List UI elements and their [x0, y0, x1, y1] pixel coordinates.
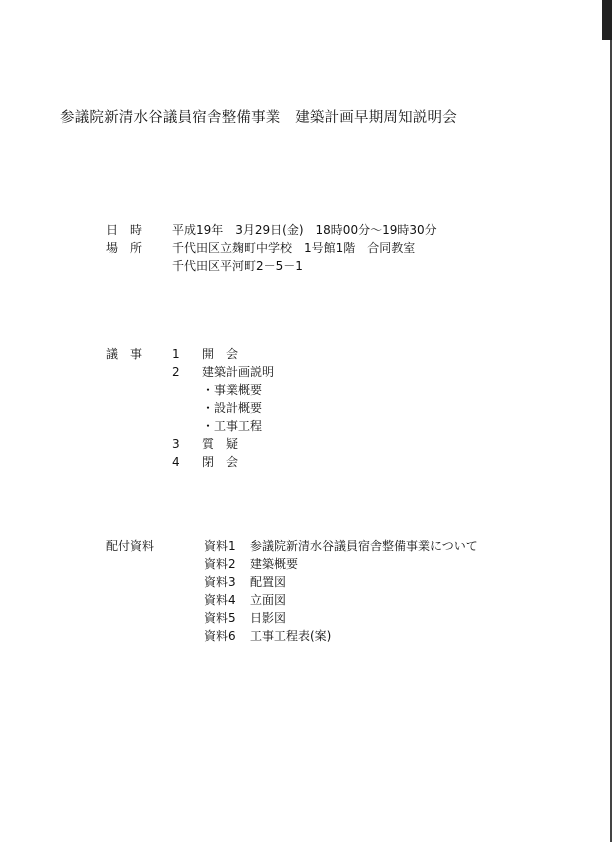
material-id: 資料2	[204, 557, 236, 571]
material-title: 工事工程表(案)	[250, 629, 332, 643]
page-title: 参議院新清水谷議員宿舎整備事業 建築計画早期周知説明会	[60, 110, 457, 126]
agenda-item-number: 2	[172, 365, 180, 379]
agenda-label: 議 事	[106, 347, 143, 361]
date-label: 日 時	[106, 223, 143, 237]
material-id: 資料5	[204, 611, 236, 625]
material-title: 建築概要	[250, 557, 299, 571]
agenda-item-text: 閉 会	[202, 455, 239, 469]
material-id: 資料3	[204, 575, 236, 589]
material-title: 立面図	[250, 593, 287, 607]
scan-edge-corner	[602, 0, 612, 40]
material-id: 資料1	[204, 539, 236, 553]
agenda-item-number: 4	[172, 455, 180, 469]
agenda-subitem-text: ・事業概要	[202, 383, 263, 397]
agenda-item-number: 1	[172, 347, 180, 361]
material-title: 参議院新清水谷議員宿舎整備事業について	[250, 539, 478, 553]
agenda-item-text: 開 会	[202, 347, 239, 361]
materials-label: 配付資料	[106, 539, 155, 553]
material-title: 日影図	[250, 611, 287, 625]
place-value-line-2: 千代田区平河町2－5－1	[172, 259, 303, 273]
agenda-item-text: 質 疑	[202, 437, 239, 451]
agenda-item-text: 建築計画説明	[202, 365, 275, 379]
date-value: 平成19年 3月29日(金) 18時00分～19時30分	[172, 223, 437, 237]
agenda-subitem-text: ・設計概要	[202, 401, 263, 415]
material-title: 配置図	[250, 575, 287, 589]
place-value-line-1: 千代田区立麹町中学校 1号館1階 合同教室	[172, 241, 416, 255]
agenda-subitem-text: ・工事工程	[202, 419, 263, 433]
agenda-item-number: 3	[172, 437, 180, 451]
material-id: 資料4	[204, 593, 236, 607]
place-label: 場 所	[106, 241, 143, 255]
material-id: 資料6	[204, 629, 236, 643]
